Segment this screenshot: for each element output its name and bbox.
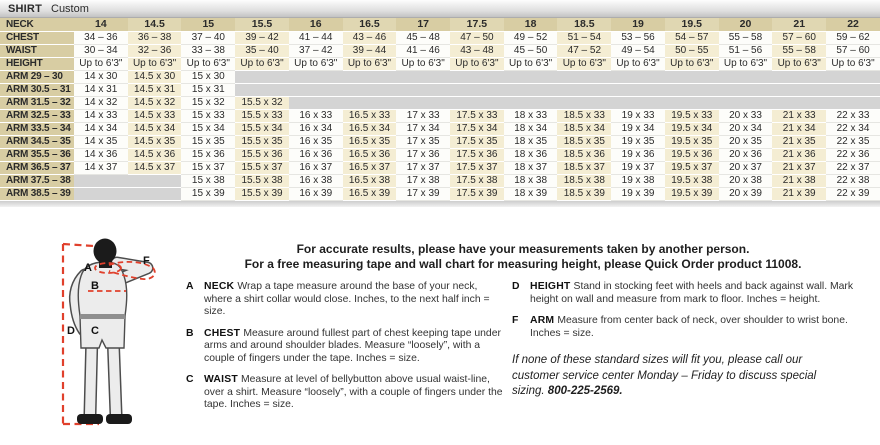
measurement-figure-illustration: [6, 238, 164, 440]
intro-line-2: For a free measuring tape and wall chart for measuring height, please Quick Order product 11008.: [244, 257, 802, 271]
figure-label-chest: B: [91, 280, 99, 292]
empty-cell: [611, 83, 665, 96]
neck-size-header: 21: [772, 18, 826, 31]
size-cell: 20 x 33: [719, 109, 773, 122]
row-label: ARM 37.5 – 38: [0, 174, 74, 187]
neck-size-header: 17.5: [450, 18, 504, 31]
size-cell: 20 x 34: [719, 122, 773, 135]
size-cell: 17 x 38: [396, 174, 450, 187]
neck-size-header: 16.5: [343, 18, 397, 31]
size-cell: 14 x 32: [74, 96, 128, 109]
size-cell: 19.5 x 33: [665, 109, 719, 122]
size-cell: 15.5 x 33: [235, 109, 289, 122]
size-cell: 14 x 34: [74, 122, 128, 135]
size-cell: 39 – 42: [235, 31, 289, 44]
size-cell: 15 x 30: [181, 70, 235, 83]
neck-header-row: [0, 18, 880, 31]
size-cell: Up to 6'3": [396, 57, 450, 70]
size-cell: 14 x 36: [74, 148, 128, 161]
empty-cell: [557, 83, 611, 96]
size-cell: 53 – 56: [611, 31, 665, 44]
size-row: [0, 109, 880, 122]
size-cell: Up to 6'3": [181, 57, 235, 70]
size-row: [0, 44, 880, 57]
figure-label-neck: A: [84, 262, 92, 274]
size-cell: 21 x 35: [772, 135, 826, 148]
size-cell: 22 x 35: [826, 135, 880, 148]
neck-size-header: 19: [611, 18, 665, 31]
empty-cell: [719, 96, 773, 109]
size-cell: 49 – 54: [611, 44, 665, 57]
size-cell: 14.5 x 30: [128, 70, 182, 83]
figure-shoe: [77, 414, 103, 424]
row-label: ARM 31.5 – 32: [0, 96, 74, 109]
empty-cell: [396, 83, 450, 96]
size-cell: 18.5 x 35: [557, 135, 611, 148]
figure-head: [94, 239, 117, 264]
instruction-item-neck: [186, 281, 506, 319]
size-cell: 18.5 x 39: [557, 187, 611, 200]
chart-subtitle: Custom: [51, 3, 89, 15]
size-cell: 14.5 x 33: [128, 109, 182, 122]
figure-label-height: D: [67, 325, 75, 337]
size-cell: 18.5 x 38: [557, 174, 611, 187]
size-cell: 16.5 x 38: [343, 174, 397, 187]
size-cell: 22 x 33: [826, 109, 880, 122]
size-cell: 17 x 33: [396, 109, 450, 122]
size-cell: 54 – 57: [665, 31, 719, 44]
row-label: HEIGHT: [0, 57, 74, 70]
size-cell: 19.5 x 39: [665, 187, 719, 200]
size-cell: Up to 6'3": [235, 57, 289, 70]
size-cell: 15.5 x 34: [235, 122, 289, 135]
size-cell: 41 – 44: [289, 31, 343, 44]
size-cell: 21 x 37: [772, 161, 826, 174]
empty-cell: [343, 70, 397, 83]
neck-size-header: 15.5: [235, 18, 289, 31]
empty-cell: [665, 70, 719, 83]
row-label: WAIST: [0, 44, 74, 57]
figure-key-letter: D: [512, 281, 520, 292]
size-cell: Up to 6'3": [289, 57, 343, 70]
size-cell: 15.5 x 38: [235, 174, 289, 187]
size-cell: 19 x 36: [611, 148, 665, 161]
size-cell: 20 x 39: [719, 187, 773, 200]
size-cell: 19.5 x 35: [665, 135, 719, 148]
size-cell: 20 x 37: [719, 161, 773, 174]
size-cell: 22 x 36: [826, 148, 880, 161]
size-cell: 18.5 x 33: [557, 109, 611, 122]
size-cell: 51 – 56: [719, 44, 773, 57]
size-cell: 18 x 35: [504, 135, 558, 148]
size-cell: 17.5 x 33: [450, 109, 504, 122]
size-cell: 21 x 38: [772, 174, 826, 187]
size-cell: 15 x 36: [181, 148, 235, 161]
size-cell: 16.5 x 37: [343, 161, 397, 174]
chart-title-bar: [0, 0, 880, 18]
size-cell: 16 x 37: [289, 161, 343, 174]
neck-size-header: 15: [181, 18, 235, 31]
empty-cell: [826, 70, 880, 83]
size-cell: 18.5 x 36: [557, 148, 611, 161]
row-label: ARM 33.5 – 34: [0, 122, 74, 135]
size-cell: 14 x 31: [74, 83, 128, 96]
empty-cell: [235, 83, 289, 96]
size-cell: 16.5 x 36: [343, 148, 397, 161]
figure-shoe: [106, 414, 132, 424]
intro-line-1: For accurate results, please have your measurements taken by another person.: [296, 242, 750, 256]
row-label: ARM 36.5 – 37: [0, 161, 74, 174]
size-cell: 15 x 32: [181, 96, 235, 109]
instruction-item-height: [512, 281, 868, 306]
size-cell: 15.5 x 35: [235, 135, 289, 148]
size-cell: Up to 6'3": [504, 57, 558, 70]
instruction-text: ARM Measure from center back of neck, over shoulder to wrist bone. Inches = size.: [530, 315, 848, 339]
size-cell: 18.5 x 37: [557, 161, 611, 174]
neck-size-header: 14.5: [128, 18, 182, 31]
size-cell: Up to 6'3": [557, 57, 611, 70]
size-cell: 14.5 x 37: [128, 161, 182, 174]
size-cell: Up to 6'3": [665, 57, 719, 70]
size-row: [0, 161, 880, 174]
empty-cell: [504, 70, 558, 83]
size-cell: Up to 6'3": [772, 57, 826, 70]
row-label: CHEST: [0, 31, 74, 44]
size-cell: 43 – 46: [343, 31, 397, 44]
size-cell: 17.5 x 39: [450, 187, 504, 200]
instruction-text: CHEST Measure around fullest part of chest keeping tape under arms and around shoulder blades. Measure “loosely”, with a couple of fingers under the tape. Inches = size.: [204, 327, 501, 364]
figure-key-letter: A: [186, 281, 194, 292]
size-cell: 35 – 40: [235, 44, 289, 57]
size-cell: 17.5 x 35: [450, 135, 504, 148]
row-label: ARM 32.5 – 33: [0, 109, 74, 122]
figure-body: [78, 262, 127, 348]
size-cell: 17.5 x 36: [450, 148, 504, 161]
empty-cell: [128, 174, 182, 187]
size-row: [0, 187, 880, 200]
row-label: ARM 34.5 – 35: [0, 135, 74, 148]
empty-cell: [611, 70, 665, 83]
empty-cell: [450, 96, 504, 109]
empty-cell: [450, 83, 504, 96]
neck-size-header: 17: [396, 18, 450, 31]
size-cell: 17.5 x 37: [450, 161, 504, 174]
size-cell: 45 – 48: [396, 31, 450, 44]
size-cell: 16 x 33: [289, 109, 343, 122]
size-cell: 21 x 39: [772, 187, 826, 200]
neck-size-header: 22: [826, 18, 880, 31]
size-cell: 39 – 44: [343, 44, 397, 57]
size-cell: 14 x 35: [74, 135, 128, 148]
size-cell: 37 – 40: [181, 31, 235, 44]
empty-cell: [504, 96, 558, 109]
empty-cell: [611, 96, 665, 109]
size-cell: 55 – 58: [719, 31, 773, 44]
size-cell: 37 – 42: [289, 44, 343, 57]
neck-size-header: 20: [719, 18, 773, 31]
size-cell: 47 – 52: [557, 44, 611, 57]
note-text: If none of these standard sizes will fit you, please call our customer service center Monday – Friday to discuss special sizing.: [512, 354, 817, 397]
size-cell: 14.5 x 36: [128, 148, 182, 161]
empty-cell: [772, 96, 826, 109]
figure-label-arm: F: [143, 255, 150, 267]
size-cell: Up to 6'3": [343, 57, 397, 70]
size-cell: 19.5 x 36: [665, 148, 719, 161]
size-cell: 22 x 37: [826, 161, 880, 174]
row-label: ARM 29 – 30: [0, 70, 74, 83]
size-cell: 16.5 x 34: [343, 122, 397, 135]
chart-title: SHIRT: [8, 3, 42, 15]
size-cell: 14 x 33: [74, 109, 128, 122]
size-cell: 19 x 33: [611, 109, 665, 122]
empty-cell: [719, 83, 773, 96]
neck-size-header: 19.5: [665, 18, 719, 31]
phone-number: 800-225-2569.: [547, 385, 623, 397]
empty-cell: [450, 70, 504, 83]
size-cell: Up to 6'3": [450, 57, 504, 70]
size-cell: 15.5 x 37: [235, 161, 289, 174]
size-cell: 15 x 31: [181, 83, 235, 96]
size-cell: 16 x 38: [289, 174, 343, 187]
size-cell: 14 x 37: [74, 161, 128, 174]
row-label: ARM 38.5 – 39: [0, 187, 74, 200]
size-cell: 17 x 37: [396, 161, 450, 174]
figure-waistband: [80, 314, 125, 319]
size-cell: Up to 6'3": [826, 57, 880, 70]
size-cell: 47 – 50: [450, 31, 504, 44]
empty-cell: [74, 174, 128, 187]
empty-cell: [719, 70, 773, 83]
row-label: ARM 30.5 – 31: [0, 83, 74, 96]
empty-cell: [289, 83, 343, 96]
instructions-left-column: [186, 281, 506, 421]
empty-cell: [772, 83, 826, 96]
size-cell: 18 x 38: [504, 174, 558, 187]
special-sizing-note: [512, 353, 842, 400]
size-cell: 14.5 x 31: [128, 83, 182, 96]
neck-size-header: 18.5: [557, 18, 611, 31]
empty-cell: [74, 187, 128, 200]
size-cell: Up to 6'3": [611, 57, 665, 70]
size-cell: 14 x 30: [74, 70, 128, 83]
instruction-text: WAIST Measure at level of bellybutton above usual waist-line, over a shirt. Measure “loosely”, with a couple of fingers under the tape. Inches = size.: [204, 374, 503, 410]
size-cell: 16 x 36: [289, 148, 343, 161]
size-cell: 50 – 55: [665, 44, 719, 57]
empty-cell: [504, 83, 558, 96]
empty-cell: [665, 83, 719, 96]
size-cell: 20 x 35: [719, 135, 773, 148]
size-cell: 19 x 37: [611, 161, 665, 174]
size-cell: 43 – 48: [450, 44, 504, 57]
size-cell: 41 – 46: [396, 44, 450, 57]
size-cell: 34 – 36: [74, 31, 128, 44]
empty-cell: [772, 70, 826, 83]
instruction-item-chest: [186, 328, 506, 366]
empty-cell: [557, 70, 611, 83]
instruction-item-arm: [512, 315, 868, 340]
size-cell: 19.5 x 38: [665, 174, 719, 187]
size-cell: 15 x 35: [181, 135, 235, 148]
empty-cell: [826, 83, 880, 96]
size-cell: 18 x 33: [504, 109, 558, 122]
size-chart-table: [0, 18, 880, 201]
size-cell: 15 x 39: [181, 187, 235, 200]
size-cell: 59 – 62: [826, 31, 880, 44]
table-bottom-edge: [0, 201, 880, 207]
size-cell: 49 – 52: [504, 31, 558, 44]
size-cell: 20 x 38: [719, 174, 773, 187]
neck-size-header: 18: [504, 18, 558, 31]
size-cell: 14.5 x 35: [128, 135, 182, 148]
size-cell: 19 x 35: [611, 135, 665, 148]
size-row: [0, 135, 880, 148]
size-cell: 14.5 x 34: [128, 122, 182, 135]
size-row: [0, 57, 880, 70]
size-cell: 17 x 39: [396, 187, 450, 200]
empty-cell: [289, 96, 343, 109]
size-cell: Up to 6'3": [719, 57, 773, 70]
corner-label: NECK: [0, 18, 74, 31]
instruction-text: NECK Wrap a tape measure around the base of your neck, where a shirt collar would close. Inches, to the next half inch = size.: [204, 281, 490, 317]
empty-cell: [557, 96, 611, 109]
empty-cell: [343, 96, 397, 109]
size-cell: 20 x 36: [719, 148, 773, 161]
size-row: [0, 122, 880, 135]
size-row: [0, 174, 880, 187]
empty-cell: [343, 83, 397, 96]
size-cell: 18 x 39: [504, 187, 558, 200]
size-cell: 57 – 60: [772, 31, 826, 44]
size-cell: 17 x 34: [396, 122, 450, 135]
size-row: [0, 31, 880, 44]
figure-key-letter: F: [512, 315, 519, 326]
size-cell: 17.5 x 38: [450, 174, 504, 187]
empty-cell: [396, 70, 450, 83]
size-cell: Up to 6'3": [74, 57, 128, 70]
size-cell: 15 x 37: [181, 161, 235, 174]
size-cell: 15 x 33: [181, 109, 235, 122]
size-cell: 17 x 35: [396, 135, 450, 148]
instruction-item-waist: [186, 374, 506, 412]
size-cell: 21 x 34: [772, 122, 826, 135]
size-cell: 16.5 x 33: [343, 109, 397, 122]
measuring-intro: [170, 242, 876, 272]
empty-cell: [128, 187, 182, 200]
size-cell: Up to 6'3": [128, 57, 182, 70]
size-cell: 22 x 34: [826, 122, 880, 135]
size-cell: 15.5 x 32: [235, 96, 289, 109]
instructions-right-column: [512, 281, 868, 400]
size-cell: 15 x 38: [181, 174, 235, 187]
size-cell: 21 x 33: [772, 109, 826, 122]
size-cell: 19 x 34: [611, 122, 665, 135]
size-cell: 22 x 38: [826, 174, 880, 187]
size-cell: 17 x 36: [396, 148, 450, 161]
size-cell: 18 x 34: [504, 122, 558, 135]
size-cell: 14.5 x 32: [128, 96, 182, 109]
size-cell: 18 x 37: [504, 161, 558, 174]
size-cell: 18.5 x 34: [557, 122, 611, 135]
size-cell: 33 – 38: [181, 44, 235, 57]
size-cell: 36 – 38: [128, 31, 182, 44]
empty-cell: [665, 96, 719, 109]
size-cell: 22 x 39: [826, 187, 880, 200]
neck-size-header: 14: [74, 18, 128, 31]
size-cell: 16 x 34: [289, 122, 343, 135]
size-cell: 30 – 34: [74, 44, 128, 57]
figure-label-waist: C: [91, 325, 99, 337]
figure-key-letter: B: [186, 327, 194, 339]
empty-cell: [235, 70, 289, 83]
size-row: [0, 83, 880, 96]
size-row: [0, 96, 880, 109]
size-cell: 19 x 38: [611, 174, 665, 187]
size-cell: 16 x 35: [289, 135, 343, 148]
neck-size-header: 16: [289, 18, 343, 31]
size-cell: 17.5 x 34: [450, 122, 504, 135]
size-cell: 19.5 x 34: [665, 122, 719, 135]
size-cell: 32 – 36: [128, 44, 182, 57]
size-cell: 57 – 60: [826, 44, 880, 57]
size-cell: 18 x 36: [504, 148, 558, 161]
empty-cell: [289, 70, 343, 83]
size-row: [0, 70, 880, 83]
empty-cell: [826, 96, 880, 109]
empty-cell: [396, 96, 450, 109]
size-cell: 19.5 x 37: [665, 161, 719, 174]
size-cell: 15.5 x 39: [235, 187, 289, 200]
size-cell: 16 x 39: [289, 187, 343, 200]
size-cell: 55 – 58: [772, 44, 826, 57]
size-cell: 19 x 39: [611, 187, 665, 200]
size-cell: 21 x 36: [772, 148, 826, 161]
size-cell: 15 x 34: [181, 122, 235, 135]
size-cell: 15.5 x 36: [235, 148, 289, 161]
figure-key-letter: C: [186, 374, 194, 385]
row-label: ARM 35.5 – 36: [0, 148, 74, 161]
size-cell: 16.5 x 35: [343, 135, 397, 148]
size-cell: 45 – 50: [504, 44, 558, 57]
instruction-text: HEIGHT Stand in stocking feet with heels and back against wall. Mark height on wall and measure from mark to floor. Inches = height.: [530, 281, 854, 305]
size-cell: 16.5 x 39: [343, 187, 397, 200]
size-row: [0, 148, 880, 161]
size-cell: 51 – 54: [557, 31, 611, 44]
